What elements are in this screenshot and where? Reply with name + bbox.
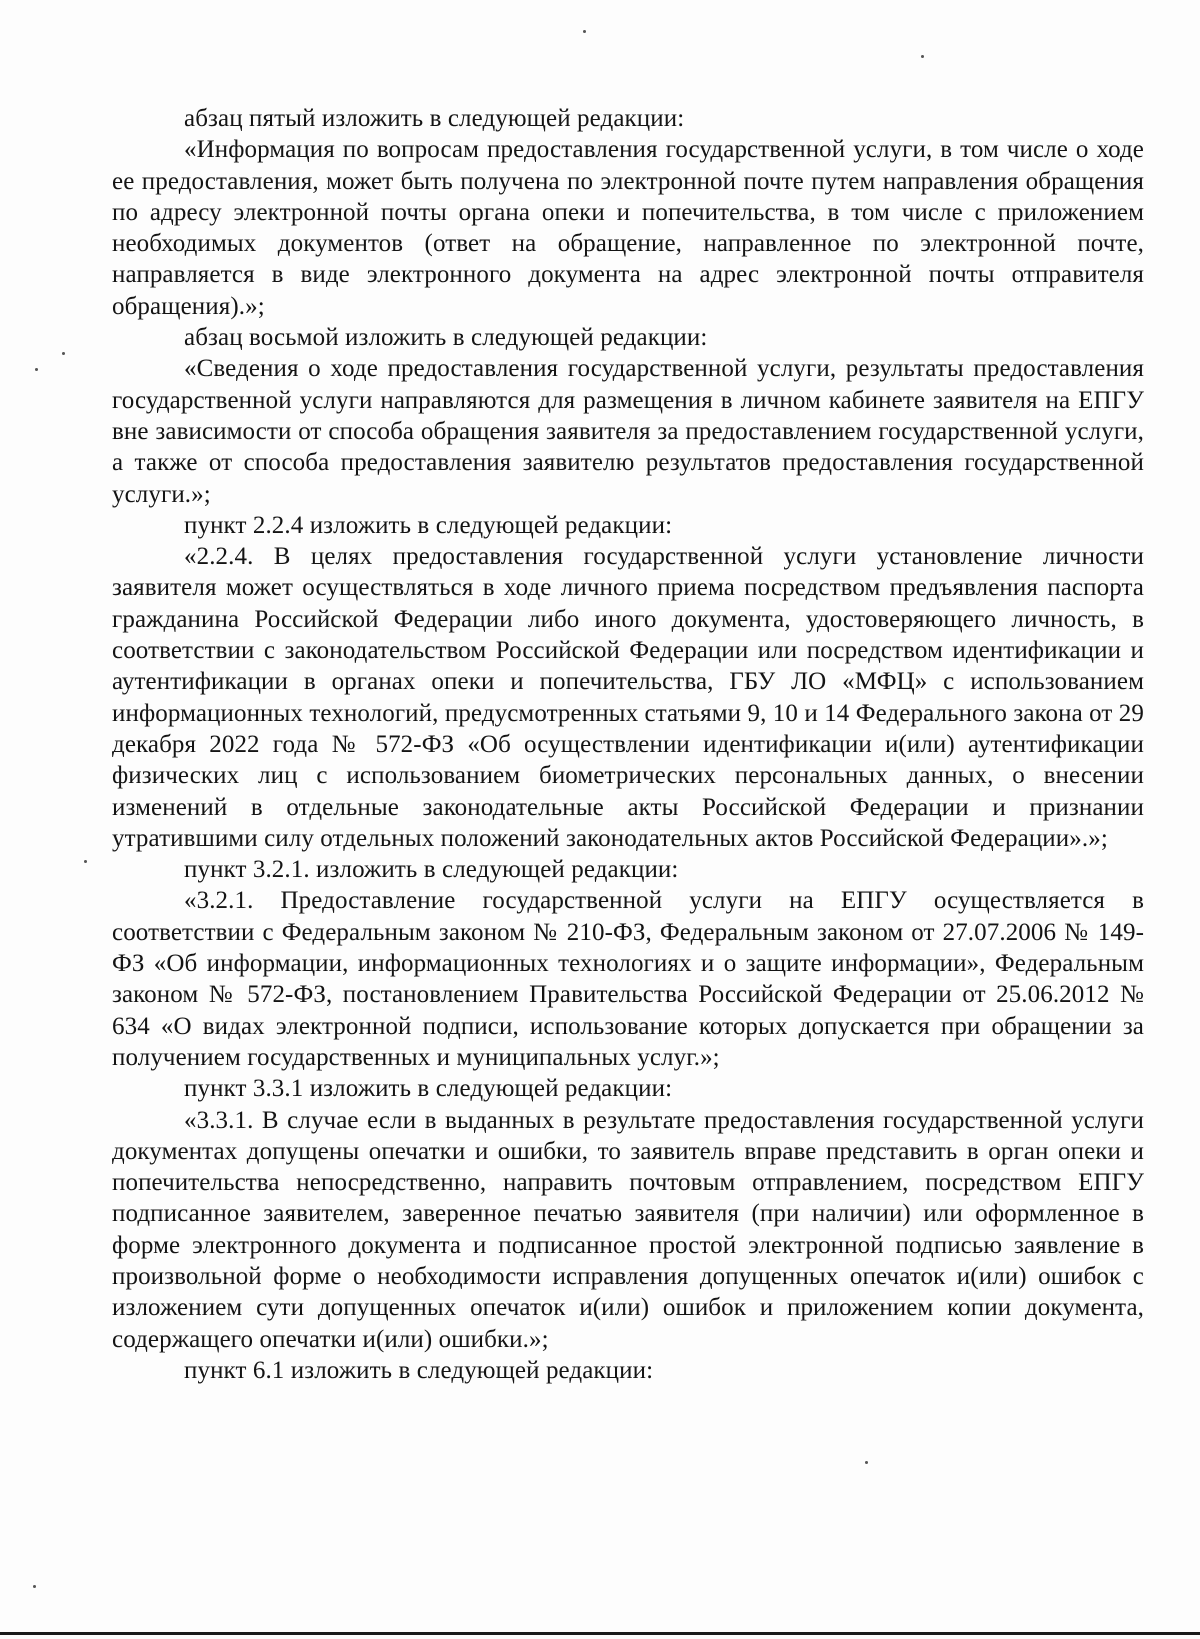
paragraph-amendment: «3.3.1. В случае если в выданных в результате предоставления государственной услуги документах допущены опечатки и ошибки, то заявитель вправе представить в орган опеки и попечительства непосредственно, направить почтовым отправлением, посредством ЕПГУ подписанное заявителем, заверенное печатью заявителя (при наличии) или оформленное в форме электронного документа и подписанное простой электронной подписью заявление в произвольной форме о необходимости исправления допущенных опечаток и(или) ошибок с изложением сути допущенных опечаток и(или) ошибок и приложением копии документа, содержащего опечатки и(или) ошибки.»; bbox=[112, 1106, 1144, 1353]
paragraph-instruction: абзац восьмой изложить в следующей редакции: bbox=[184, 324, 708, 352]
paragraph-instruction: пункт 3.2.1. изложить в следующей редакции: bbox=[184, 856, 679, 884]
scan-speck bbox=[583, 30, 586, 33]
scan-speck bbox=[33, 1585, 36, 1588]
paragraph-amendment: «2.2.4. В целях предоставления государственной услуги установление личности заявителя может осуществляться в ходе личного приема посредством предъявления паспорта гражданина Российской Федерации либо иного документа, удостоверяющего личность, в соответствии с законодательством Российской Федерации или посредством идентификации и аутентификации в органах опеки и попечительства, ГБУ ЛО «МФЦ» с использованием информационных технологий, предусмотренных статьями 9, 10 и 14 Федерального закона от 29 декабря 2022 года № 572-ФЗ «Об осуществлении идентификации и(или) аутентификации физических лиц с использованием биометрических персональных данных, о внесении изменений в отдельные законодательные акты Российской Федерации и признании утратившими силу отдельных положений законодательных актов Российской Федерации».»; bbox=[112, 543, 1144, 852]
scan-speck bbox=[84, 860, 87, 863]
paragraph-instruction: пункт 2.2.4 изложить в следующей редакции: bbox=[184, 511, 673, 539]
paragraph-amendment: «3.2.1. Предоставление государственной услуги на ЕПГУ осуществляется в соответствии с Федеральным законом № 210-ФЗ, Федеральным законом от 27.07.2006 № 149-ФЗ «Об информации, информационных технологиях и о защите информации», Федеральным законом № 572-ФЗ, постановлением Правительства Российской Федерации от 25.06.2012 № 634 «О видах электронной подписи, использование которых допускается при обращении за получением государственных и муниципальных услуг.»; bbox=[112, 887, 1144, 1071]
scan-speck bbox=[62, 352, 65, 355]
paragraph-instruction: пункт 6.1 изложить в следующей редакции: bbox=[184, 1356, 654, 1384]
document-body bbox=[112, 103, 1144, 1386]
paragraph-instruction: пункт 3.3.1 изложить в следующей редакции: bbox=[184, 1075, 673, 1103]
scan-speck bbox=[865, 1461, 868, 1464]
paragraph-amendment: «Информация по вопросам предоставления государственной услуги, в том числе о ходе ее предоставления, может быть получена по электронной почте путем направления обращения по адресу электронной почты органа опеки и попечительства, в том числе с приложением необходимых документов (ответ на обращение, направленное по электронной почте, направляется в виде электронного документа на адрес электронной почты отправителя обращения).»; bbox=[112, 136, 1144, 320]
scan-speck bbox=[35, 368, 38, 371]
scan-speck bbox=[921, 55, 924, 58]
scan-edge-line bbox=[0, 1632, 1200, 1635]
paragraph-instruction: абзац пятый изложить в следующей редакции: bbox=[184, 105, 685, 132]
paragraph-amendment: «Сведения о ходе предоставления государственной услуги, результаты предоставления государственной услуги направляются для размещения в личном кабинете заявителя на ЕПГУ вне зависимости от способа обращения заявителя за предоставлением государственной услуги, а также от способа предоставления заявителю результатов предоставления государственной услуги.»; bbox=[112, 355, 1144, 508]
